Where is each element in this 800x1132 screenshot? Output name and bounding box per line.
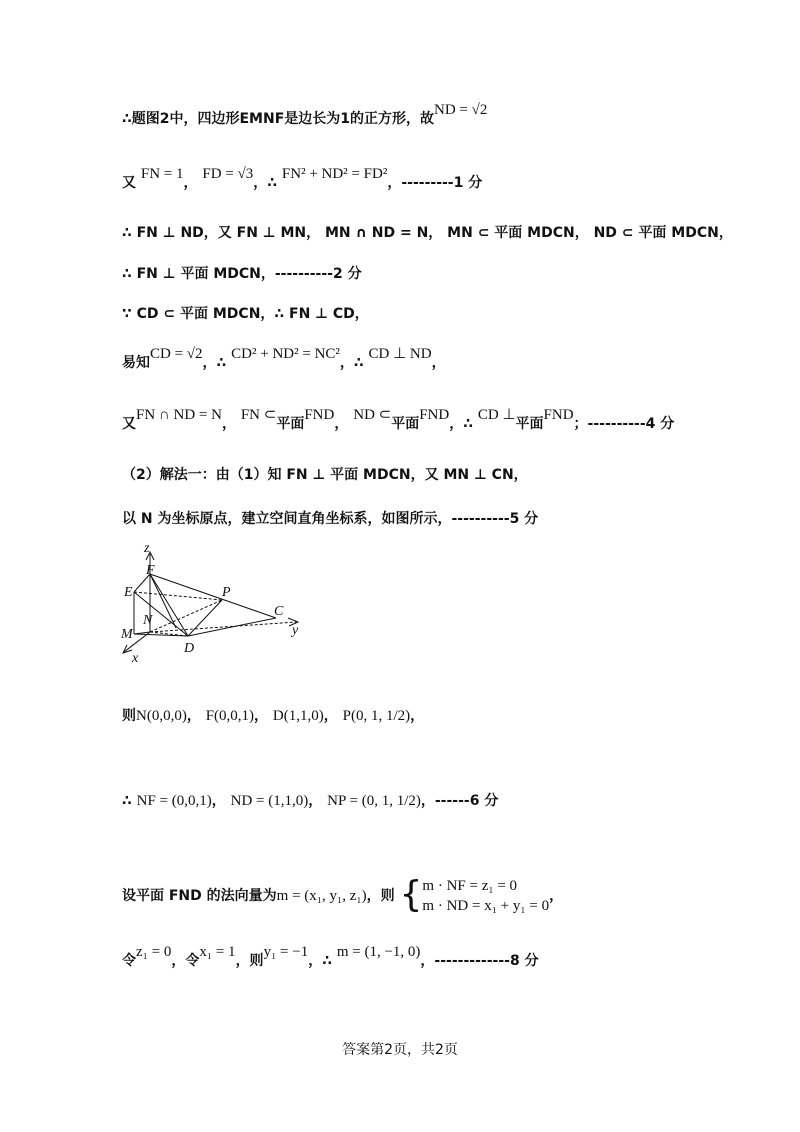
math: y₁ = −1 bbox=[263, 944, 309, 960]
page-footer: 答案第2页，共2页 bbox=[342, 1042, 458, 1058]
text: ，则 bbox=[366, 888, 395, 904]
text: 平面 bbox=[515, 416, 544, 432]
math: CD = √2 bbox=[150, 346, 203, 362]
text: 又 bbox=[122, 175, 136, 191]
math: FND bbox=[543, 407, 574, 423]
vector-NP: NP = (0, 1, 1/2) bbox=[327, 793, 421, 809]
text: 设平面 FND 的法向量为 bbox=[122, 888, 277, 904]
point-D: D(1,1,0) bbox=[272, 708, 324, 724]
text: 则 bbox=[122, 708, 136, 724]
math: CD ⊥ bbox=[477, 407, 516, 423]
line-11: ∴ NF = (0,0,1)， ND = (1,1,0)， NP = (0, 1, 1/2)，------6 分 bbox=[122, 793, 499, 809]
math: FND bbox=[304, 407, 335, 423]
text: ，------6 分 bbox=[420, 793, 499, 809]
text: （2）解法一：由（1）知 FN ⊥ 平面 MDCN，又 MN ⊥ CN， bbox=[122, 467, 528, 483]
text: 令 bbox=[122, 953, 136, 969]
text: 平面 bbox=[276, 416, 305, 432]
line-12: 设平面 FND 的法向量为m = (x₁, y₁, z₁)，则 { m · NF = z₁ = 0 m · ND = x₁ + y₁ = 0 ， bbox=[122, 874, 564, 915]
label-x: x bbox=[132, 651, 139, 666]
edge-FC bbox=[150, 574, 276, 618]
line-10: 则N(0,0,0)， F(0,0,1)， D(1,1,0)， P(0, 1, 1/2)， bbox=[122, 708, 425, 724]
coordinate-figure bbox=[118, 540, 318, 670]
label-P: P bbox=[222, 585, 231, 600]
normal-vector: m = (x₁, y₁, z₁) bbox=[276, 888, 367, 904]
text: ∵ CD ⊂ 平面 MDCN，∴ FN ⊥ CD， bbox=[122, 306, 369, 322]
label-D: D bbox=[184, 641, 195, 656]
label-C: C bbox=[274, 604, 284, 619]
equation-2: m · ND = x₁ + y₁ = 0 bbox=[422, 898, 550, 914]
math: FN ⊂ bbox=[240, 407, 277, 423]
edge-DP bbox=[188, 600, 222, 636]
math: CD² + ND² = NC² bbox=[231, 346, 340, 362]
edge-FD bbox=[150, 574, 188, 636]
label-N: N bbox=[143, 613, 153, 628]
math: ND = √2 bbox=[434, 102, 488, 118]
line-9 bbox=[122, 508, 538, 528]
text: ，---------1 分 bbox=[387, 175, 483, 191]
point-N: N(0,0,0) bbox=[136, 708, 187, 724]
equation-1: m · NF = z₁ = 0 bbox=[422, 878, 518, 894]
math: x₁ = 1 bbox=[199, 944, 236, 960]
line-4 bbox=[122, 263, 362, 283]
line-1 bbox=[122, 102, 488, 128]
math: FN = 1 bbox=[140, 166, 184, 182]
math: FD = √3 bbox=[202, 166, 254, 182]
line-2: 又 FN = 1， FD = √3，∴ FN² + ND² = FD²，---------1 分 bbox=[122, 166, 483, 191]
line-3 bbox=[122, 222, 733, 242]
math: FN² + ND² = FD² bbox=[281, 166, 388, 182]
text: ∴题图2中，四边形EMNF是边长为1的正方形，故 bbox=[122, 111, 434, 127]
math: m = (1, −1, 0) bbox=[336, 944, 421, 960]
point-F: F(0,0,1) bbox=[205, 708, 255, 724]
label-M: M bbox=[121, 627, 133, 642]
text: 以 N 为坐标原点，建立空间直角坐标系，如图所示，----------5 分 bbox=[122, 511, 539, 527]
line-7: 又FN ∩ ND = N， FN ⊂平面FND， ND ⊂平面FND，∴ CD ⊥平面FND；----------4 分 bbox=[122, 407, 675, 432]
vector-NF: NF = (0,0,1) bbox=[136, 793, 212, 809]
line-5 bbox=[122, 303, 369, 323]
edge-DC bbox=[188, 618, 276, 636]
text: 易知 bbox=[122, 355, 150, 371]
math: FN ∩ ND = N bbox=[136, 407, 222, 423]
text: ，-------------8 分 bbox=[420, 953, 539, 969]
text: ，则 bbox=[235, 953, 264, 969]
text: ，令 bbox=[171, 953, 200, 969]
label-F: F bbox=[146, 563, 155, 578]
point-P: P(0, 1, 1/2) bbox=[342, 708, 411, 724]
edge-NP bbox=[150, 600, 222, 632]
equation-system bbox=[422, 876, 549, 916]
line-6: 易知CD = √2，∴ CD² + ND² = NC²，∴ CD ⊥ ND， bbox=[122, 346, 446, 371]
math: CD ⊥ ND bbox=[368, 346, 432, 362]
label-z: z bbox=[144, 541, 150, 556]
math: z₁ = 0 bbox=[136, 944, 172, 960]
text: 平面 bbox=[391, 416, 420, 432]
line-13: 令z₁ = 0，令x₁ = 1，则y₁ = −1，∴ m = (1, −1, 0)，-------------8 分 bbox=[122, 944, 539, 969]
text: ∴ FN ⊥ 平面 MDCN，----------2 分 bbox=[122, 266, 362, 282]
brace: { bbox=[399, 874, 423, 915]
math: FND bbox=[419, 407, 450, 423]
text: ∴ FN ⊥ ND，又 FN ⊥ MN， MN ∩ ND = N， MN ⊂ 平面 MDCN， ND ⊂ 平面 MDCN， bbox=[122, 225, 733, 241]
line-8 bbox=[122, 464, 528, 484]
vector-ND: ND = (1,1,0) bbox=[230, 793, 309, 809]
label-E: E bbox=[124, 585, 133, 600]
text: ；----------4 分 bbox=[573, 416, 675, 432]
edge-EP bbox=[134, 592, 222, 600]
math: ND ⊂ bbox=[353, 407, 392, 423]
label-y: y bbox=[292, 623, 299, 638]
